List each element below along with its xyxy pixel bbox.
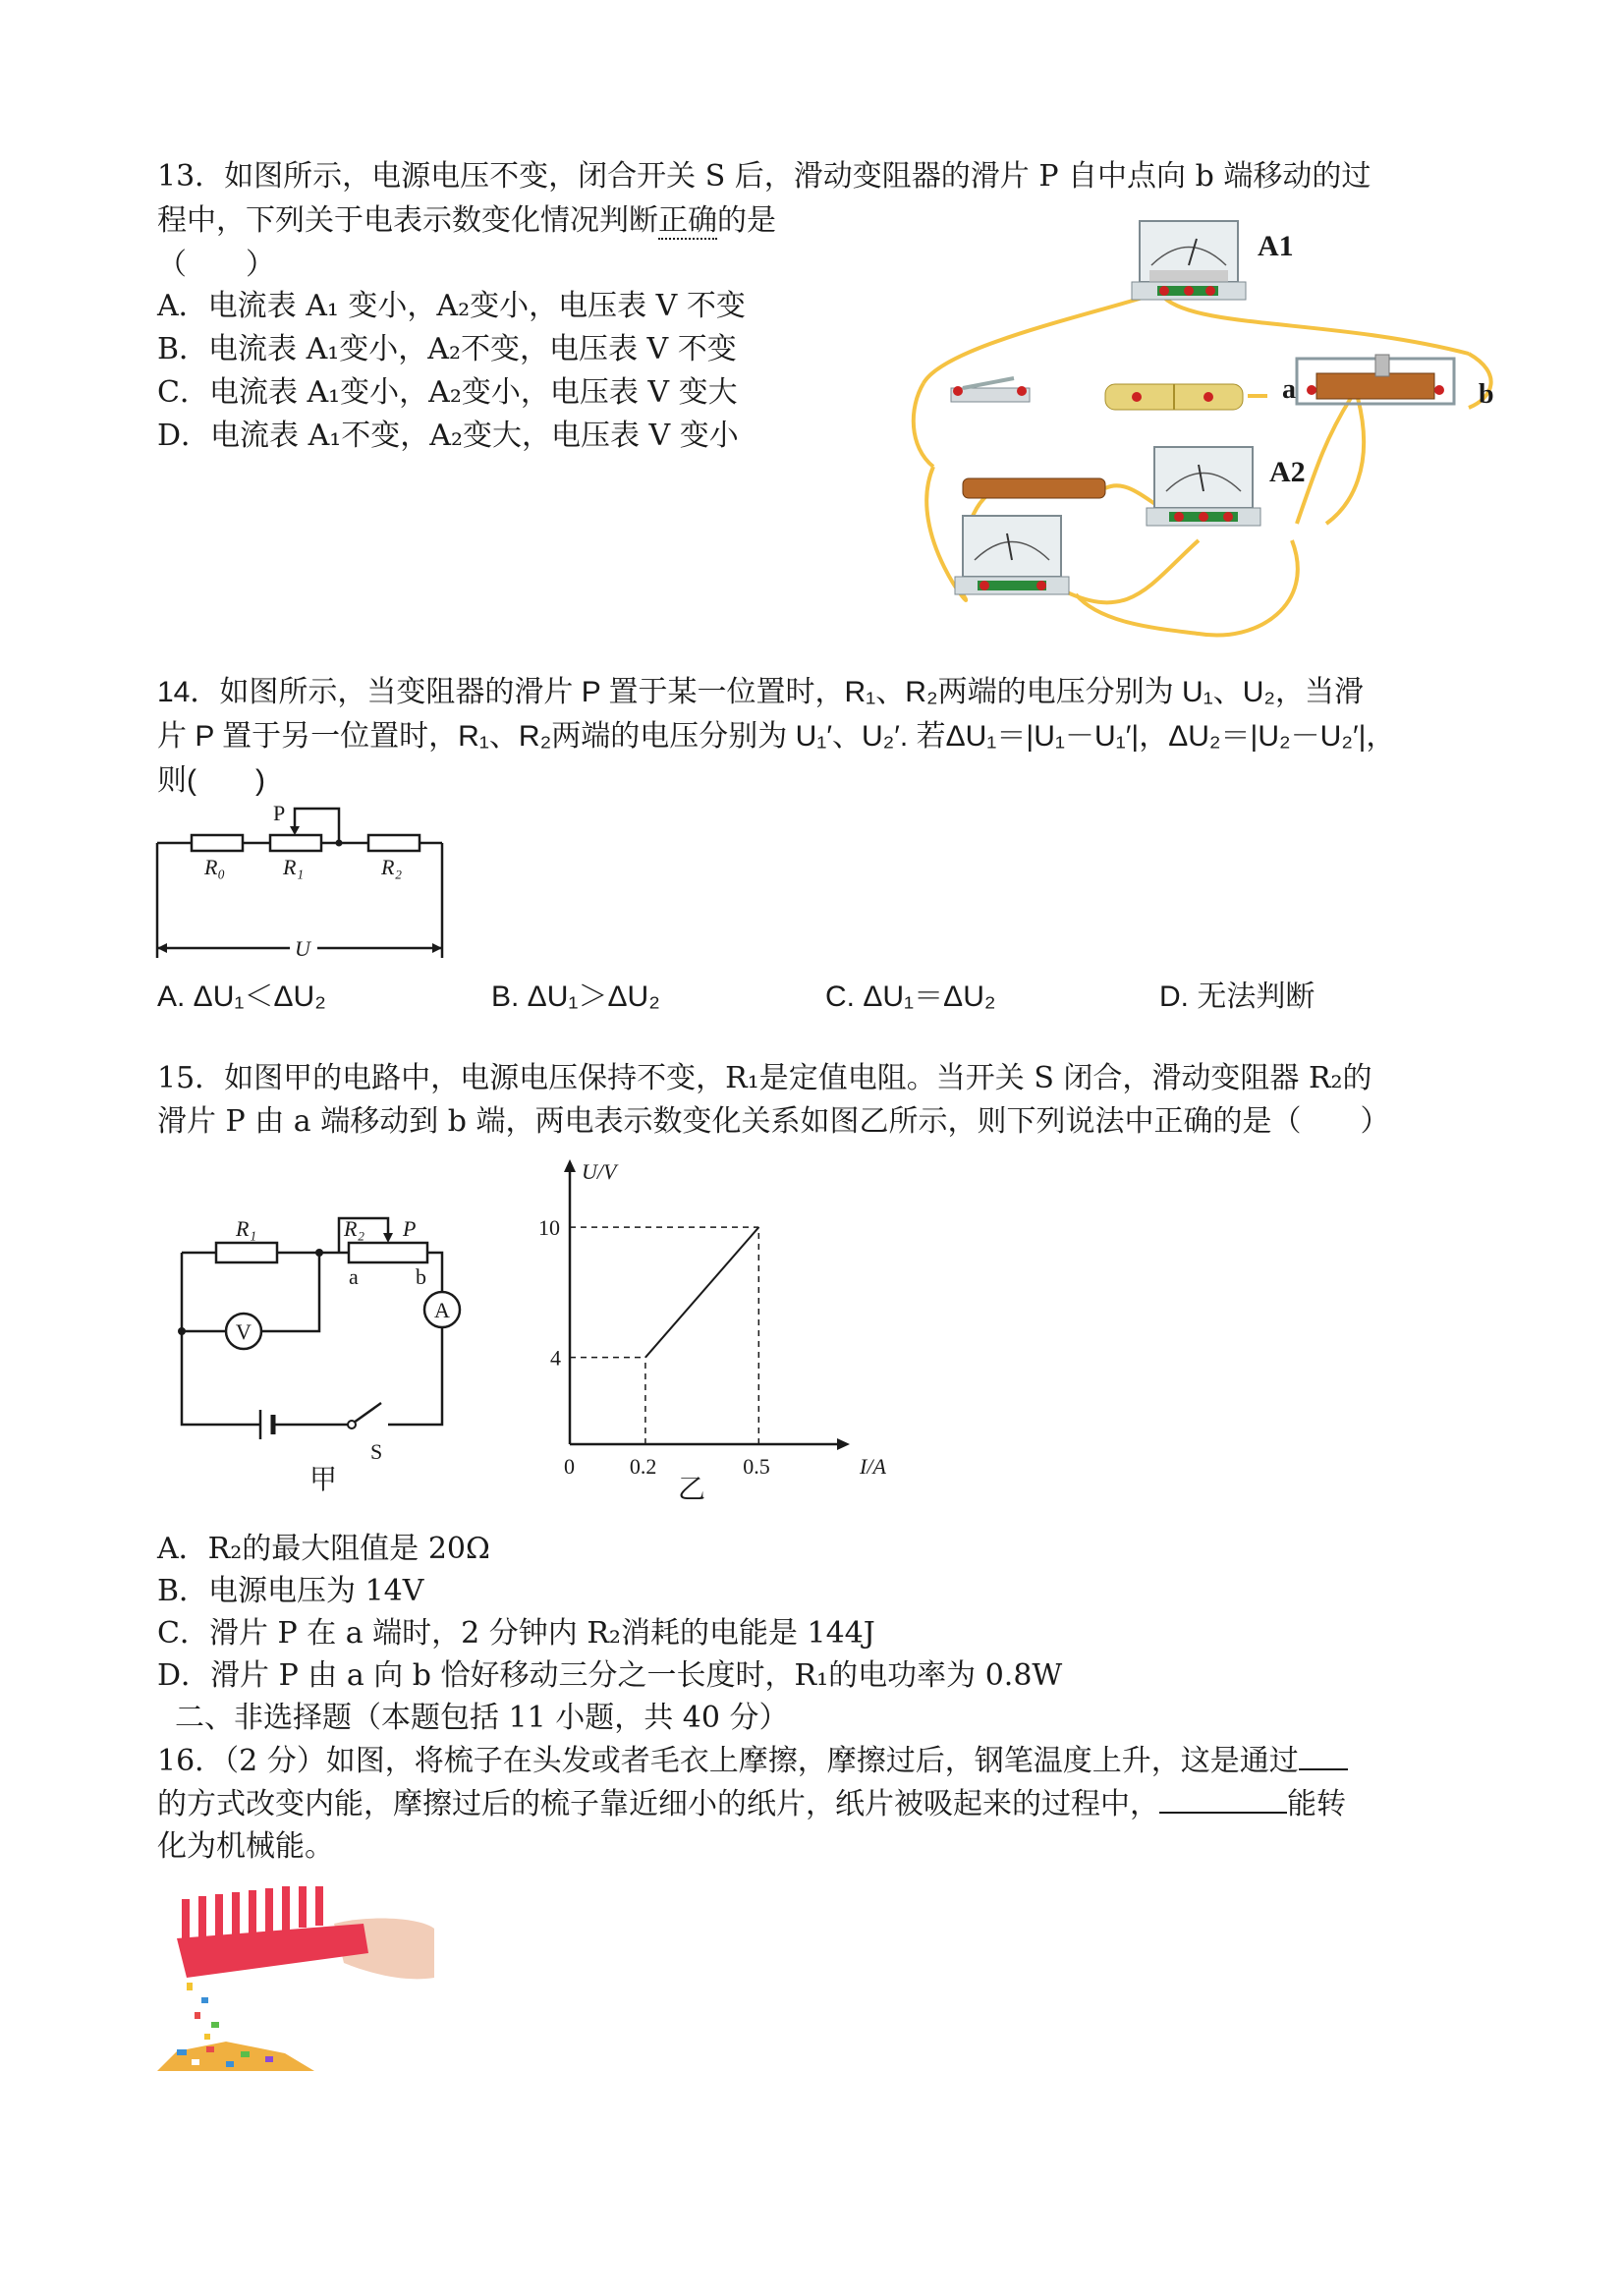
section-title: 二、非选择题（本题包括 11 小题，共 40 分）	[175, 1701, 789, 1735]
q14-stem-line3: 则( )	[157, 764, 265, 797]
q15-stem-line2: 滑片 P 由 a 端移动到 b 端，两电表示数变化关系如图乙所示，则下列说法中正确的是（ ）	[157, 1104, 1390, 1139]
resistor-r1	[216, 1243, 277, 1262]
chart-caption: 乙	[678, 1475, 706, 1505]
label-p: P	[403, 1216, 417, 1241]
q14-stem-line2: 片 P 置于另一位置时，R₁、R₂两端的电压分别为 U₁′、U₂′. 若ΔU₁＝|U₁－U₁′|，ΔU₂＝|U₂－U₂′|，	[157, 720, 1396, 753]
switch	[951, 378, 1030, 402]
ammeter-a1	[1132, 221, 1246, 300]
q15-option-c: C．滑片 P 在 a 端时，2 分钟内 R₂消耗的电能是 144J	[157, 1616, 875, 1651]
y-axis-arrow	[564, 1159, 576, 1172]
label-a-end: a	[349, 1264, 359, 1289]
label-r2: R₂	[381, 855, 403, 879]
x-tick-label: 0	[564, 1454, 575, 1479]
q16-stem-text3: 能转	[1287, 1787, 1346, 1821]
y-tick-label: 4	[550, 1345, 561, 1371]
q13-stem-end: 的是	[717, 203, 776, 238]
q13-paren: （ ）	[157, 248, 275, 282]
q15-option-a: A．R₂的最大阻值是 20Ω	[157, 1532, 490, 1566]
label-b-end: b	[416, 1264, 426, 1289]
caption-jia: 甲	[309, 1465, 338, 1495]
q13-emphasis: 正确	[658, 203, 717, 238]
q13-option-a: A．电流表 A₁ 变小，A₂变小，电压表 V 不变	[157, 289, 746, 323]
q15-option-d: D．滑片 P 由 a 向 b 恰好移动三分之一长度时，R₁的电功率为 0.8W	[157, 1658, 1063, 1693]
label-b: b	[1479, 379, 1494, 410]
label-switch: S	[370, 1439, 383, 1464]
series-line	[645, 1227, 758, 1358]
q13-stem-line1: 13．如图所示，电源电压不变，闭合开关 S 后，滑动变阻器的滑片 P 自中点向 b 端移动的过	[157, 159, 1371, 194]
slider-arrow	[290, 826, 300, 835]
q13-physical-circuit-figure	[904, 211, 1513, 648]
junction-dot	[336, 840, 343, 847]
voltmeter	[955, 516, 1069, 594]
q16-comb-photo	[157, 1884, 434, 2071]
q15-graph-yi	[516, 1159, 886, 1505]
ammeter-a2	[1147, 447, 1260, 526]
label-a2: A2	[1269, 456, 1306, 488]
q15-option-b: B．电源电压为 14V	[157, 1574, 424, 1608]
q13-option-d: D．电流表 A₁不变，A₂变大，电压表 V 变小	[157, 419, 739, 453]
q14-option-a: A. ΔU₁＜ΔU₂	[157, 980, 326, 1013]
q14-option-c: C. ΔU₁＝ΔU₂	[825, 980, 996, 1013]
resistor-r0	[192, 835, 243, 851]
q14-stem-line1: 14．如图所示，当变阻器的滑片 P 置于某一位置时，R₁、R₂两端的电压分别为 U₁、U₂，当滑	[157, 676, 1365, 708]
label-voltmeter: V	[236, 1319, 252, 1344]
label-u: U	[295, 936, 310, 961]
x-axis-arrow	[837, 1438, 850, 1450]
x-axis-label: I/A	[860, 1454, 886, 1479]
label-r2: R₂	[344, 1216, 365, 1241]
q14-option-b: B. ΔU₁＞ΔU₂	[491, 980, 660, 1013]
q13-option-c: C．电流表 A₁变小，A₂变小，电压表 V 变大	[157, 375, 738, 410]
rheostat-r2	[349, 1243, 427, 1262]
label-r0: R₀	[204, 855, 226, 879]
q16-stem-line2	[157, 1784, 1346, 1824]
label-r1: R₁	[236, 1216, 257, 1241]
slider-arrow	[383, 1233, 393, 1243]
q13-stem-text: 程中，下列关于电表示数变化情况判断	[157, 203, 658, 238]
q15-circuit-jia	[167, 1194, 481, 1495]
q14-circuit-diagram	[147, 801, 452, 968]
label-a1: A1	[1258, 230, 1294, 262]
label-a: a	[1282, 374, 1296, 405]
switch-blade	[354, 1403, 381, 1423]
q16-blank-1[interactable]	[1299, 1741, 1348, 1770]
x-tick-label: 0.5	[743, 1454, 770, 1479]
fixed-resistor	[963, 478, 1105, 498]
q13-stem-line2	[157, 201, 776, 241]
battery	[1105, 384, 1243, 410]
q16-stem-text: 16．（2 分）如图，将梳子在头发或者毛衣上摩擦，摩擦过后，钢笔温度上升，这是通过	[157, 1744, 1299, 1778]
q13-option-b: B．电流表 A₁变小，A₂不变，电压表 V 不变	[157, 332, 737, 366]
q16-stem-line1	[157, 1741, 1348, 1781]
y-axis-label: U/V	[582, 1159, 617, 1184]
resistor-r2	[368, 835, 420, 851]
q16-stem-text2: 的方式改变内能，摩擦过后的梳子靠近细小的纸片，纸片被吸起来的过程中，	[157, 1787, 1159, 1821]
label-ammeter: A	[434, 1298, 450, 1322]
y-tick-label: 10	[538, 1215, 560, 1241]
q16-blank-2[interactable]	[1159, 1784, 1287, 1814]
x-tick-label: 0.2	[629, 1454, 657, 1479]
rheostat	[1297, 355, 1454, 404]
q16-stem-line3: 化为机械能。	[157, 1829, 334, 1864]
resistor-r1	[270, 835, 321, 851]
label-r1: R₁	[283, 855, 305, 879]
q14-option-d: D. 无法判断	[1159, 980, 1315, 1013]
label-p: P	[273, 801, 286, 825]
q15-stem-line1: 15．如图甲的电路中，电源电压保持不变，R₁是定值电阻。当开关 S 闭合，滑动变阻器 R₂的	[157, 1061, 1372, 1095]
